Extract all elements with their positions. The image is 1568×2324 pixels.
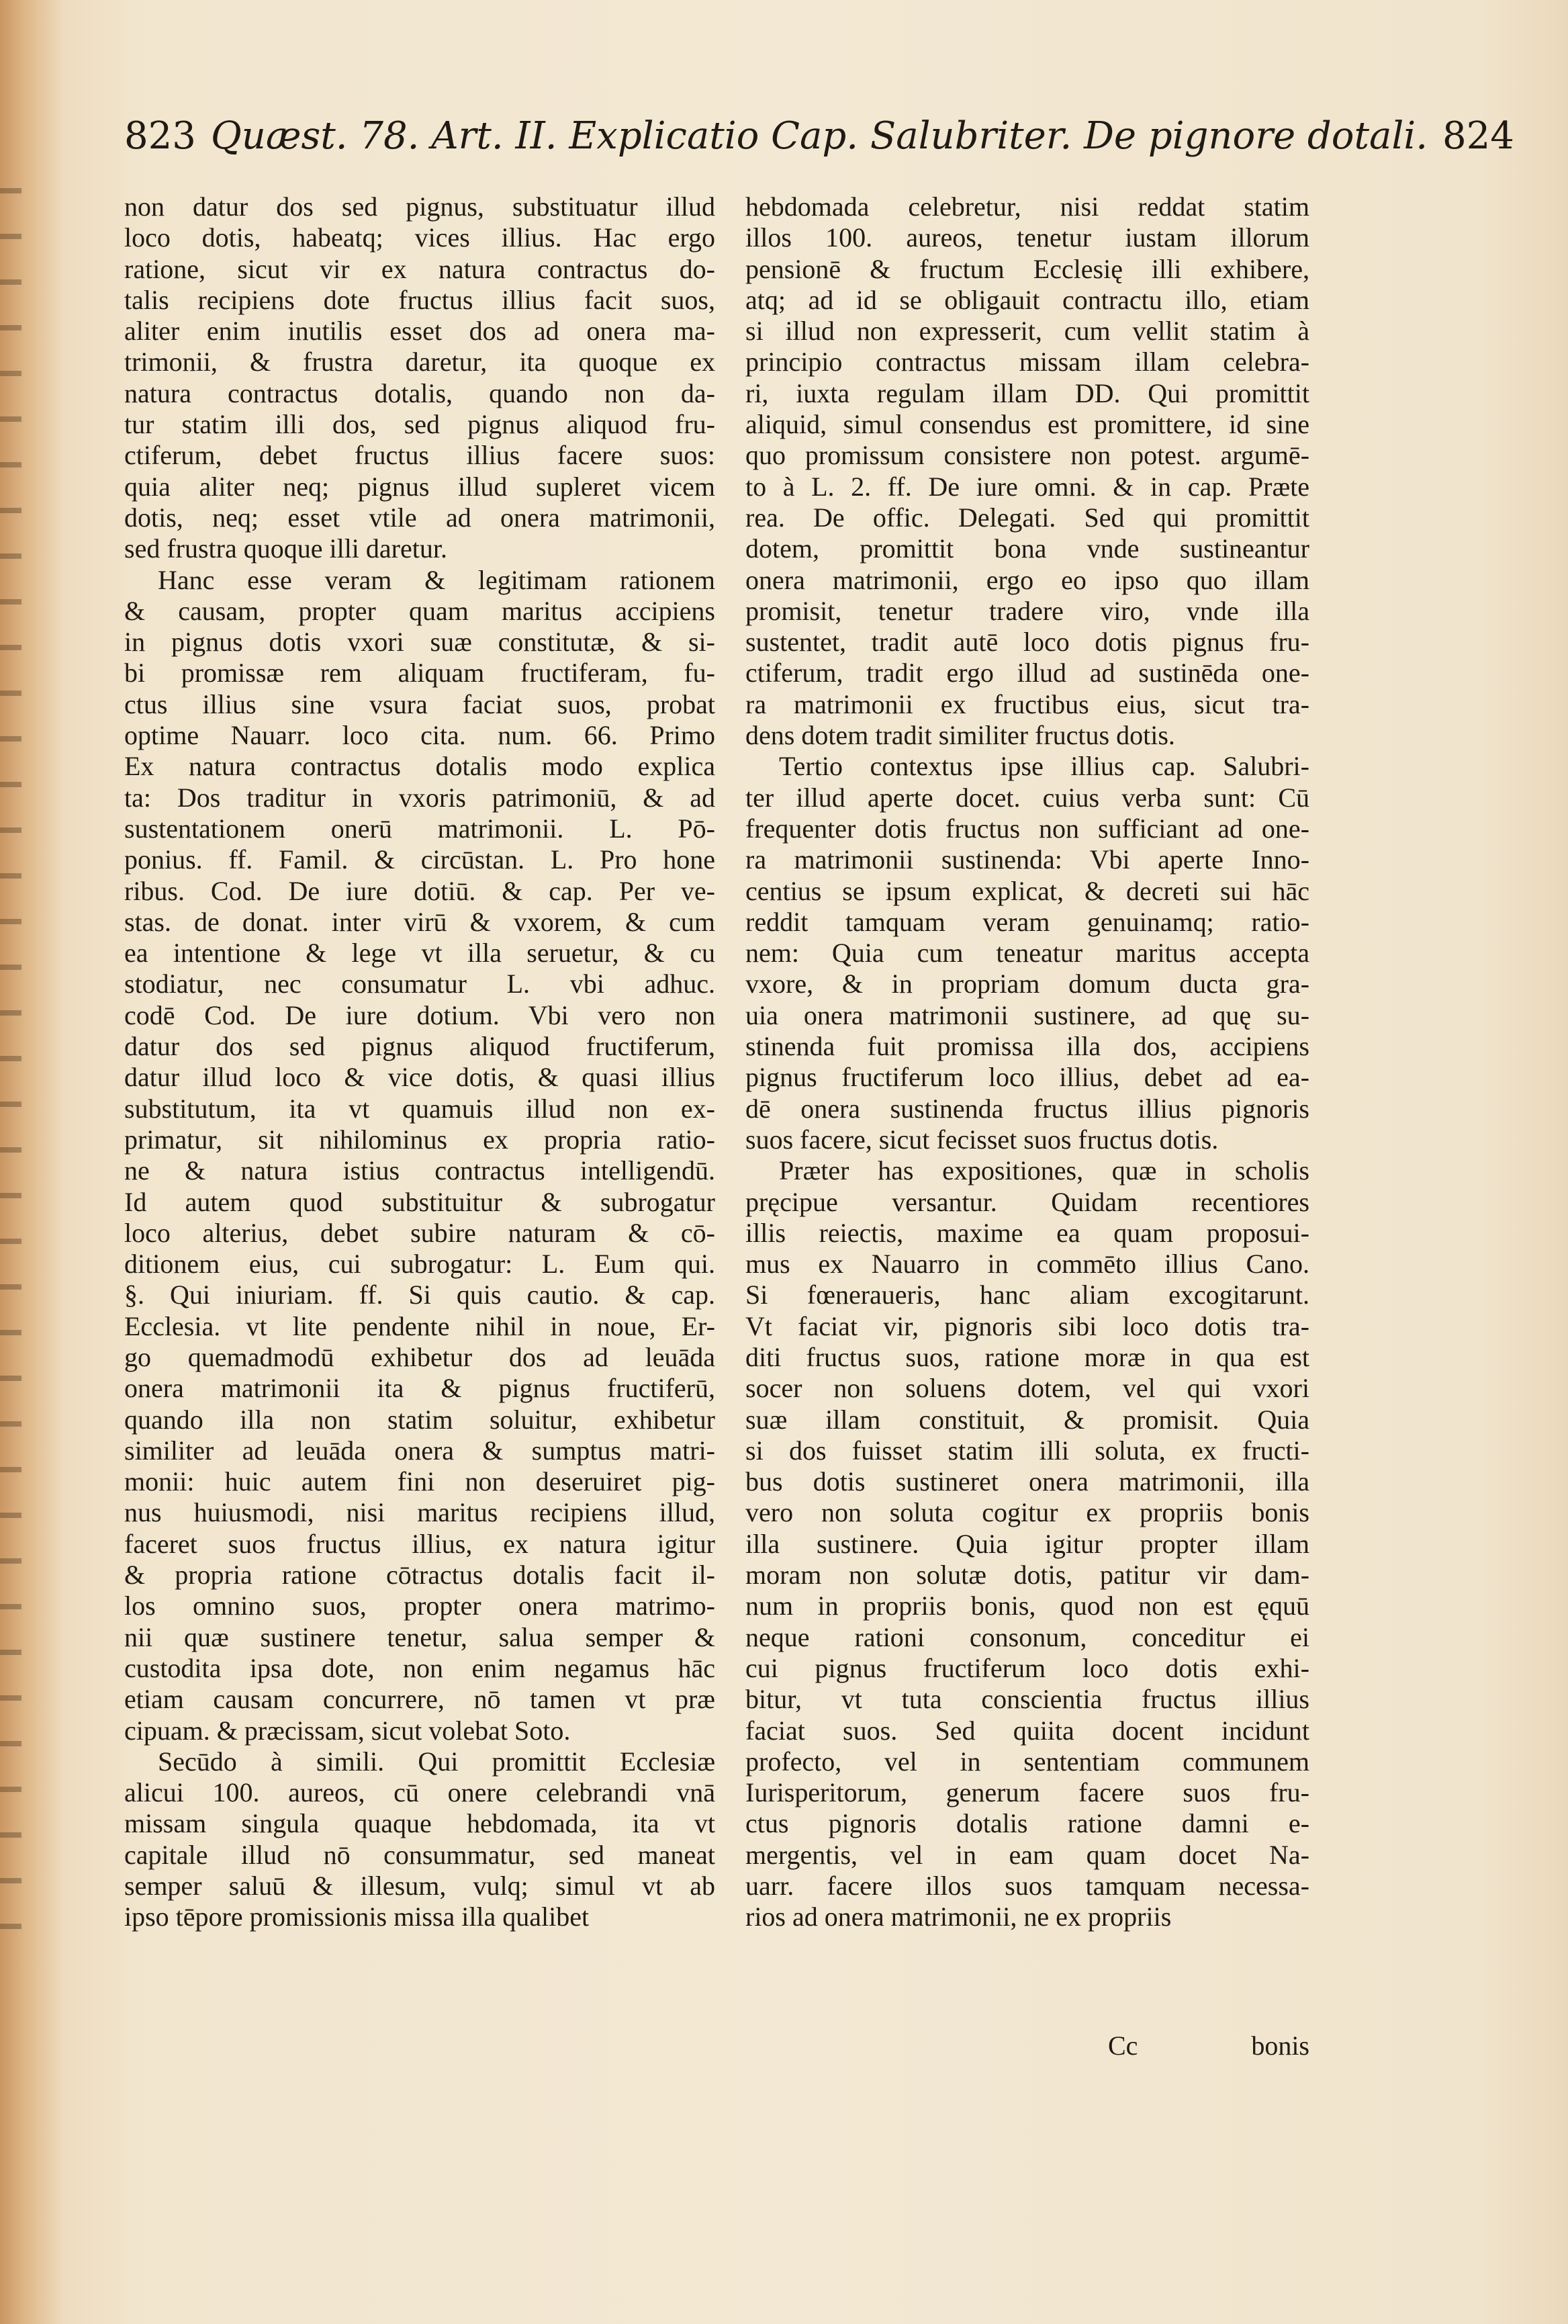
- left-column: [124, 191, 715, 1933]
- text-line: ponius. ff. Famil. & circūstan. L. Pro hone: [124, 844, 715, 875]
- text-line: faceret suos fructus illius, ex natura igitur: [124, 1528, 715, 1559]
- text-line: illis reiectis, maxime ea quam proposui-: [745, 1217, 1309, 1248]
- text-line: Si fœneraueris, hanc aliam excogitarunt.: [745, 1280, 1309, 1310]
- text-line: ri, iuxta regulam illam DD. Qui promittit: [745, 377, 1309, 408]
- text-line: bi promissæ rem aliquam fructiferam, fu-: [124, 658, 715, 688]
- text-line: loco alterius, debet subire naturam & cō-: [124, 1217, 715, 1248]
- text-line: si illud non expresserit, cum vellit statim à: [745, 316, 1309, 347]
- text-line: neque rationi consonum, conceditur ei: [745, 1621, 1309, 1652]
- text-line: codē Cod. De iure dotium. Vbi vero non: [124, 999, 715, 1030]
- text-line: socer non soluens dotem, vel qui vxori: [745, 1373, 1309, 1404]
- text-line: dē onera sustinenda fructus illius pignoris: [745, 1093, 1309, 1124]
- text-line: illa sustinere. Quia igitur propter illam: [745, 1528, 1309, 1559]
- text-line: sustentet, tradit autē loco dotis pignus fru-: [745, 627, 1309, 658]
- text-line: dotis, neq; esset vtile ad onera matrimonii,: [124, 502, 715, 533]
- footer: [1108, 2030, 1309, 2063]
- text-line: profecto, vel in sententiam communem: [745, 1746, 1309, 1777]
- text-line: si dos fuisset statim illi soluta, ex fructi-: [745, 1435, 1309, 1466]
- text-line: nii quæ sustinere tenetur, salua semper &: [124, 1621, 715, 1652]
- text-line: nem: Quia cum teneatur maritus accepta: [745, 938, 1309, 969]
- text-line: alicui 100. aureos, cū onere celebrandi vnā: [124, 1777, 715, 1808]
- text-line: ratione, sicut vir ex natura contractus do-: [124, 253, 715, 284]
- text-line: principio contractus missam illam celebra-: [745, 347, 1309, 377]
- text-line: stodiatur, nec consumatur L. vbi adhuc.: [124, 969, 715, 999]
- text-line: frequenter dotis fructus non sufficiant ad one-: [745, 813, 1309, 844]
- catchword: bonis: [1251, 2030, 1309, 2061]
- running-header: [124, 114, 1514, 175]
- text-line: uarr. facere illos suos tamquam necessa-: [745, 1871, 1309, 1902]
- text-line: Hanc esse veram & legitimam rationem: [158, 564, 715, 595]
- text-line: faciat suos. Sed quiita docent incidunt: [745, 1715, 1309, 1746]
- text-line: semper saluū & illesum, vulq; simul vt ab: [124, 1871, 715, 1902]
- text-line: moram non solutæ dotis, patitur vir dam-: [745, 1560, 1309, 1591]
- text-line: ter illud aperte docet. cuius verba sunt: Cū: [745, 782, 1309, 813]
- text-line: dens dotem tradit similiter fructus dotis.: [745, 720, 1175, 751]
- text-line: reddit tamquam veram genuinamq; ratio-: [745, 906, 1309, 937]
- text-line: ribus. Cod. De iure dotiū. & cap. Per ve-: [124, 875, 715, 906]
- text-line: ctus pignoris dotalis ratione damni e-: [745, 1808, 1309, 1839]
- text-line: pręcipue versantur. Quidam recentiores: [745, 1186, 1309, 1217]
- text-line: substitutum, ita vt quamuis illud non ex-: [124, 1093, 715, 1124]
- text-line: to à L. 2. ff. De iure omni. & in cap. Præte: [745, 471, 1309, 502]
- text-line: aliter enim inutilis esset dos ad onera ma-: [124, 316, 715, 347]
- text-line: ra matrimonii sustinenda: Vbi aperte Inno-: [745, 844, 1309, 875]
- text-line: talis recipiens dote fructus illius facit suos,: [124, 284, 715, 315]
- text-line: missam singula quaque hebdomada, ita vt: [124, 1808, 715, 1839]
- text-line: quando illa non statim soluitur, exhibetur: [124, 1404, 715, 1435]
- text-line: cipuam. & præcissam, sicut volebat Soto.: [124, 1715, 571, 1746]
- text-line: suos facere, sicut fecisset suos fructus dotis.: [745, 1124, 1219, 1155]
- text-line: datur dos sed pignus aliquod fructiferum,: [124, 1031, 715, 1062]
- text-line: bitur, vt tuta conscientia fructus illius: [745, 1684, 1309, 1715]
- text-line: & propria ratione cōtractus dotalis facit il-: [124, 1560, 715, 1591]
- text-line: primatur, sit nihilominus ex propria ratio-: [124, 1124, 715, 1155]
- text-line: Vt faciat vir, pignoris sibi loco dotis tra-: [745, 1310, 1309, 1341]
- text-line: in pignus dotis vxori suæ constitutæ, & si-: [124, 627, 715, 658]
- text-line: ra matrimonii ex fructibus eius, sicut tra-: [745, 688, 1309, 719]
- text-line: promisit, tenetur tradere viro, vnde illa: [745, 595, 1309, 626]
- text-line: rea. De offic. Delegati. Sed qui promittit: [745, 502, 1309, 533]
- left-folio: 823: [124, 114, 196, 158]
- text-line: bus dotis sustineret onera matrimonii, illa: [745, 1466, 1309, 1497]
- text-line: Ecclesia. vt lite pendente nihil in noue, Er-: [124, 1310, 715, 1341]
- text-line: trimonii, & frustra daretur, ita quoque ex: [124, 347, 715, 377]
- text-line: loco dotis, habeatq; vices illius. Hac ergo: [124, 222, 715, 253]
- text-line: etiam causam concurrere, nō tamen vt præ: [124, 1684, 715, 1715]
- text-line: & causam, propter quam maritus accipiens: [124, 595, 715, 626]
- text-line: optime Nauarr. loco cita. num. 66. Primo: [124, 720, 715, 751]
- text-line: ipso tēpore promissionis missa illa qualibet: [124, 1902, 590, 1932]
- text-line: Id autem quod substituitur & subrogatur: [124, 1186, 715, 1217]
- text-line: quia aliter neq; pignus illud supleret vicem: [124, 471, 715, 502]
- text-line: pignus fructiferum loco illius, debet ad ea-: [745, 1062, 1309, 1093]
- text-line: ctiferum, tradit ergo illud ad sustinēda one-: [745, 658, 1309, 688]
- text-line: Tertio contextus ipse illius cap. Salubri-: [779, 751, 1309, 782]
- text-line: sustentationem onerū matrimonii. L. Pō-: [124, 813, 715, 844]
- text-line: onera matrimonii, ergo eo ipso quo illam: [745, 564, 1309, 595]
- text-line: mus ex Nauarro in commēto illius Cano.: [745, 1249, 1309, 1280]
- text-line: tur statim illi dos, sed pignus aliquod fru-: [124, 409, 715, 440]
- text-line: atq; ad id se obligauit contractu illo, etiam: [745, 284, 1309, 315]
- text-line: hebdomada celebretur, nisi reddat statim: [745, 191, 1309, 222]
- text-line: Ex natura contractus dotalis modo explica: [124, 751, 715, 782]
- text-line: Præter has expositiones, quæ in scholis: [779, 1155, 1309, 1186]
- text-line: centius se ipsum explicat, & decreti sui hāc: [745, 875, 1309, 906]
- text-line: aliquid, simul consendus est promittere, id sine: [745, 409, 1309, 440]
- text-line: datur illud loco & vice dotis, & quasi illius: [124, 1062, 715, 1093]
- right-column: [745, 191, 1309, 1933]
- text-line: ctiferum, debet fructus illius facere suos:: [124, 440, 715, 471]
- text-line: diti fructus suos, ratione moræ in qua est: [745, 1341, 1309, 1372]
- text-line: custodita ipsa dote, non enim negamus hāc: [124, 1652, 715, 1683]
- text-line: Secūdo à simili. Qui promittit Ecclesiæ: [158, 1746, 715, 1777]
- signature-mark: Cc: [1108, 2030, 1138, 2061]
- text-line: quo promissum consistere non potest. argumē-: [745, 440, 1309, 471]
- text-line: num in propriis bonis, quod non est ęquū: [745, 1591, 1309, 1621]
- text-line: monii: huic autem fini non deseruiret pig-: [124, 1466, 715, 1497]
- text-line: ta: Dos traditur in vxoris patrimoniū, & ad: [124, 782, 715, 813]
- text-line: ctus illius sine vsura faciat suos, probat: [124, 688, 715, 719]
- text-line: pensionē & fructum Ecclesię illi exhibere,: [745, 253, 1309, 284]
- text-line: ea intentione & lege vt illa seruetur, & cu: [124, 938, 715, 969]
- text-line: stinenda fuit promissa illa dos, accipiens: [745, 1031, 1309, 1062]
- text-line: dotem, promittit bona vnde sustineantur: [745, 533, 1309, 564]
- text-line: onera matrimonii ita & pignus fructiferū,: [124, 1373, 715, 1404]
- text-line: vxore, & in propriam domum ducta gra-: [745, 969, 1309, 999]
- text-line: illos 100. aureos, tenetur iustam illorum: [745, 222, 1309, 253]
- text-line: §. Qui iniuriam. ff. Si quis cautio. & cap.: [124, 1280, 715, 1310]
- text-line: suæ illam constituit, & promisit. Quia: [745, 1404, 1309, 1435]
- text-line: los omnino suos, propter onera matrimo-: [124, 1591, 715, 1621]
- text-line: natura contractus dotalis, quando non da-: [124, 377, 715, 408]
- text-line: sed frustra quoque illi daretur.: [124, 533, 447, 564]
- text-line: go quemadmodū exhibetur dos ad leuāda: [124, 1341, 715, 1372]
- text-line: non datur dos sed pignus, substituatur illud: [124, 191, 715, 222]
- text-line: ne & natura istius contractus intelligendū.: [124, 1155, 715, 1186]
- binding-edge: [0, 148, 21, 1961]
- running-title: Quæst. 78. Art. II. Explicatio Cap. Salubriter. De pignore dotali.: [210, 114, 1428, 158]
- text-line: rios ad onera matrimonii, ne ex propriis: [745, 1902, 1172, 1932]
- text-line: capitale illud nō consummatur, sed maneat: [124, 1839, 715, 1870]
- text-line: nus huiusmodi, nisi maritus recipiens illud,: [124, 1497, 715, 1528]
- text-line: cui pignus fructiferum loco dotis exhi-: [745, 1652, 1309, 1683]
- text-line: Iurisperitorum, generum facere suos fru-: [745, 1777, 1309, 1808]
- text-line: stas. de donat. inter virū & vxorem, & cum: [124, 906, 715, 937]
- text-line: similiter ad leuāda onera & sumptus matri-: [124, 1435, 715, 1466]
- right-folio: 824: [1442, 114, 1514, 158]
- text-line: vero non soluta cogitur ex propriis bonis: [745, 1497, 1309, 1528]
- text-line: uia onera matrimonii sustinere, ad quę su-: [745, 999, 1309, 1030]
- text-line: ditionem eius, cui subrogatur: L. Eum qui.: [124, 1249, 715, 1280]
- text-line: mergentis, vel in eam quam docet Na-: [745, 1839, 1309, 1870]
